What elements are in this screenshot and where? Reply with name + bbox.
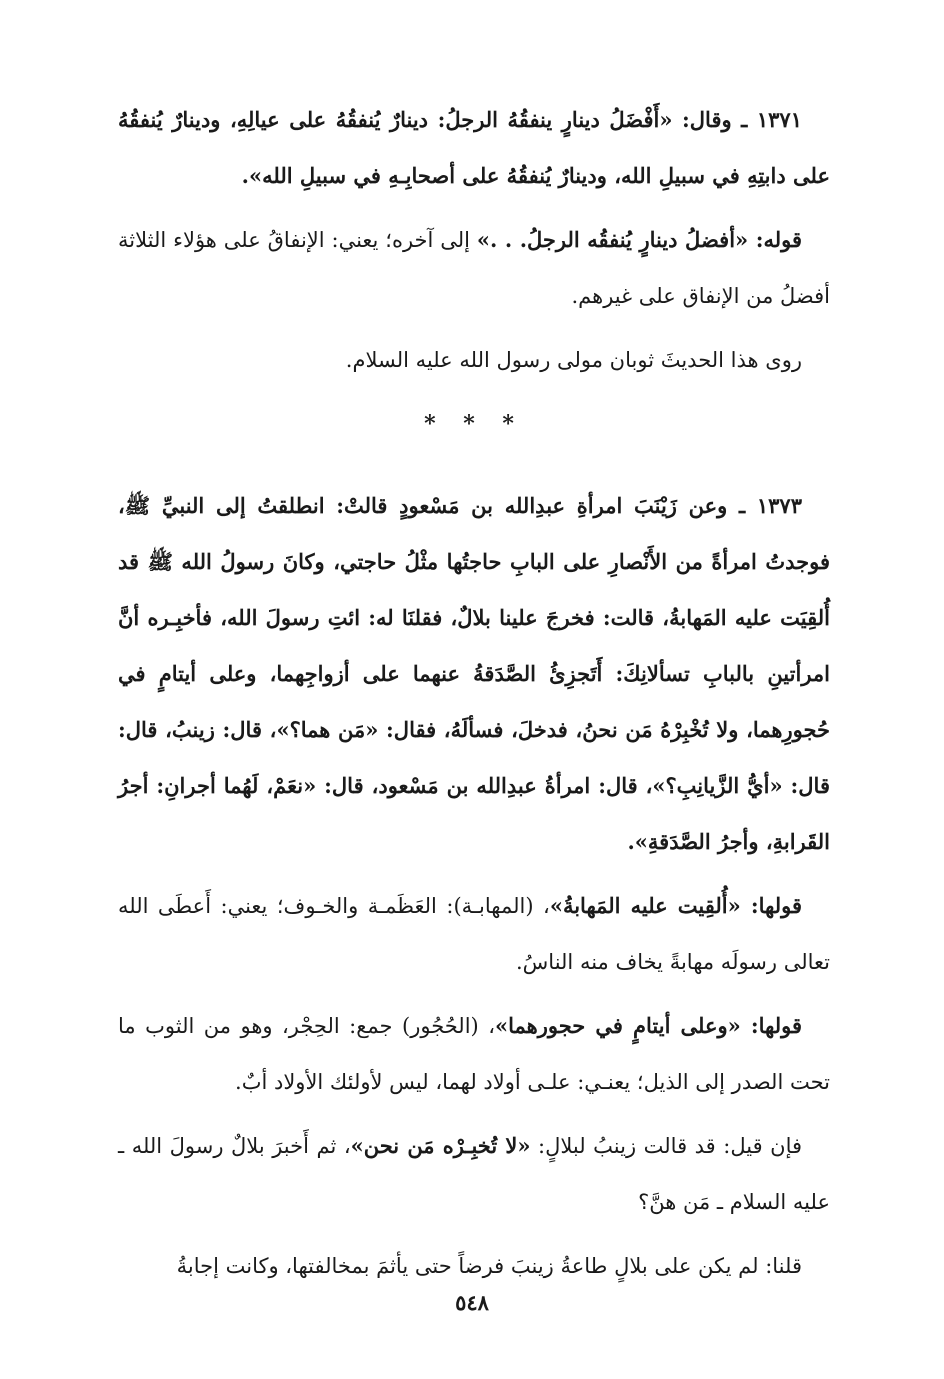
commentary-text: ، ثم أَخبرَ بلالٌ رسولَ الله ـ عليه السلام ـ مَن هنَّ؟ <box>118 1134 830 1214</box>
commentary-text: إلى آخره؛ يعني: الإنفاقُ على هؤلاء الثلاثة أفضلُ من الإنفاق على غيرهم. <box>118 228 830 308</box>
commentary-paragraph <box>118 1118 830 1230</box>
commentary-text: ، (الحُجُور) جمع: الحِجْر، وهو من الثوب ما تحت الصدر إلى الذيل؛ يعنـي: علـى أولاد لهما، ليس لأولئك الأولاد أبٌ. <box>118 1014 830 1094</box>
commentary-lead: قوله: <box>748 227 802 252</box>
hadith-number: ١٣٧١ <box>756 107 802 132</box>
hadith-text: «أَفْضَلُ دينارٍ ينفقُهُ الرجلُ: دينارٌ يُنفقُهُ على عيالِهِ، ودينارٌ يُنفقُهُ على دابتِهِ في سبيلِ الله، ودينارٌ يُنفقُهُ على أصحابِـهِ في سبيلِ الله». <box>118 107 830 188</box>
commentary-paragraph <box>118 878 830 990</box>
narrator-note: روى هذا الحديثَ ثوبان مولى رسول الله عليه السلام. <box>345 348 802 372</box>
hadith-intro: ـ وقال: <box>672 107 757 132</box>
commentary-quote: «أفضلُ دينارٍ يُنفقُه الرجلُ. . .» <box>476 227 749 252</box>
commentary-lead: فإن قيل: قد قالت زينبُ لبلالٍ: <box>530 1134 802 1158</box>
commentary-quote: «لا تُخبِـرْه مَن نحن» <box>350 1133 531 1158</box>
commentary-quote: «وعلى أيتامٍ في حجورهما» <box>494 1013 741 1038</box>
hadith-1373 <box>118 478 830 870</box>
commentary-text: ، (المهابـة): العَظَمـة والخـوف؛ يعني: أَعطَى الله تعالى رسولَه مهابةً يخاف منه الناسُ. <box>118 894 830 974</box>
section-separator: * * * <box>424 411 524 437</box>
hadith-number: ١٣٧٣ <box>756 493 802 518</box>
hadith-1371 <box>118 92 830 204</box>
commentary-lead: قولها: <box>740 1013 802 1038</box>
commentary-lead: قولها: <box>740 893 802 918</box>
commentary-paragraph <box>118 212 830 324</box>
hadith-text: ـ وعن زَيْنَبَ امرأةِ عبدِالله بن مَسْعودٍ قالتْ: انطلقتُ إلى النبيِّ ﷺ، فوجدتُ امرأةً من الأَنْصارِ على البابِ حاجتُها مثْلُ حاجتي، وكانَ رسولُ الله ﷺ قد أُلقِيَت عليه المَهابةُ، قالت: فخرجَ علينا بلالٌ، فقلنَا له: ائتِ رسولَ الله، فأخبِـره أنَّ امرأتينِ بالبابِ تسألانِكَ: أَتَجزِئُ الصَّدَقةُ عنهما على أزواجِهما، وعلى أيتامٍ في حُجورِهما، ولا تُخْبِرْهُ مَن نحنُ، فدخلَ، فسألَهُ، فقال: «مَن هما؟»، قال: زينبُ، قال: قال: «أيُّ الزَّيانِبِ؟»، قال: امرأةُ عبدِالله بن مَسْعود، قال: «نعَمْ، لَهُما أجرانِ: أجرُ القَرابةِ، وأجرُ الصَّدَقةِ». <box>118 493 830 854</box>
commentary-paragraph <box>118 998 830 1110</box>
commentary-paragraph: قلنا: لم يكن على بلالٍ طاعةُ زينبَ فرضاً حتى يأثمَ بمخالفتها، وكانت إجابةُ <box>176 1254 802 1278</box>
page-number: ٥٤٨ <box>455 1290 489 1315</box>
page-body <box>118 92 830 1302</box>
commentary-quote: «أُلقِيت عليه المَهابةُ» <box>549 893 741 918</box>
